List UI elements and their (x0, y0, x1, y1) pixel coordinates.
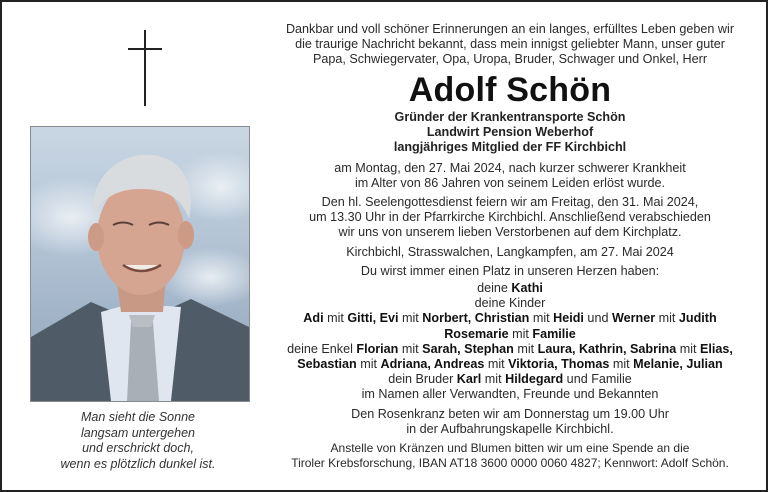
children-line-2: Rosemarie mit Familie (444, 326, 576, 341)
death-paragraph (264, 161, 756, 191)
quote-line: langsam untergehen (81, 425, 195, 440)
children-label: deine Kinder (474, 296, 546, 311)
service-paragraph (264, 195, 756, 241)
death-line: im Alter von 86 Jahren von seinem Leiden erlöst wurde. (354, 175, 666, 190)
rosary-paragraph (264, 407, 756, 437)
roles-list (264, 110, 756, 155)
rosary-line: Den Rosenkranz beten wir am Donnerstag um 19.00 Uhr (351, 406, 669, 421)
intro-line: Dankbar und voll schöner Erinnerungen an ein langes, erfülltes Leben geben wir (285, 22, 735, 36)
intro-line: die traurige Nachricht bekannt, dass mein innigst geliebter Mann, unser guter (295, 37, 725, 52)
grandchildren-line-1: deine Enkel Florian mit Sarah, Stephan mit Laura, Kathrin, Sabrina mit Elias, (287, 341, 733, 356)
service-line: Den hl. Seelengottesdienst feiern wir am Freitag, den 31. Mai 2024, (321, 195, 699, 210)
quote-line: wenn es plötzlich dunkel ist. (60, 456, 216, 471)
brother-line: dein Bruder Karl mit Hildegard und Familie (388, 372, 632, 387)
deceased-name: Adolf Schön (408, 70, 612, 109)
death-line: am Montag, den 27. Mai 2024, nach kurzer schwerer Krankheit (334, 160, 686, 175)
children-line-1: Adi mit Gitti, Evi mit Norbert, Christian mit Heidi und Werner mit Judith (303, 311, 717, 326)
wife-line: deine Kathi (477, 281, 543, 296)
family-closing: im Namen aller Verwandten, Freunde und Bekannten (361, 387, 659, 402)
rosary-line: in der Aufbahrungskapelle Kirchbichl. (406, 421, 614, 436)
donation-paragraph (264, 441, 756, 471)
service-line: wir uns von unserem lieben Verstorbenen auf dem Kirchplatz. (338, 225, 682, 240)
cross-icon (128, 30, 162, 106)
service-line: um 13.30 Uhr in der Pfarrkirche Kirchbichl. Anschließend verabschieden (309, 210, 711, 225)
portrait-photo (30, 126, 250, 402)
donation-line: Tiroler Krebsforschung, IBAN AT18 3600 0000 0060 4827; Kennwort: Adolf Schön. (291, 456, 729, 471)
family-list (264, 281, 756, 403)
heart-line: Du wirst immer einen Platz in unseren Herzen haben: (360, 263, 660, 278)
quote-line: Man sieht die Sonne (81, 410, 195, 424)
role-line: Landwirt Pension Weberhof (426, 124, 594, 139)
role-line: Gründer der Krankentransporte Schön (394, 109, 626, 124)
quote-line: und erschrickt doch, (82, 441, 194, 455)
grandchildren-line-2: Sebastian mit Adriana, Andreas mit Viktoria, Thomas mit Melanie, Julian (297, 357, 723, 372)
announcement-text (264, 22, 756, 475)
role-line: langjähriges Mitglied der FF Kirchbichl (393, 139, 627, 154)
memorial-quote (28, 410, 248, 472)
intro-line: Papa, Schwiegervater, Opa, Uropa, Bruder, Schwager und Onkel, Herr (312, 52, 708, 67)
place-date: Kirchbichl, Strasswalchen, Langkampfen, am 27. Mai 2024 (346, 244, 674, 259)
intro-paragraph (264, 22, 756, 68)
donation-line: Anstelle von Kränzen und Blumen bitten wir um eine Spende an die (330, 441, 690, 456)
